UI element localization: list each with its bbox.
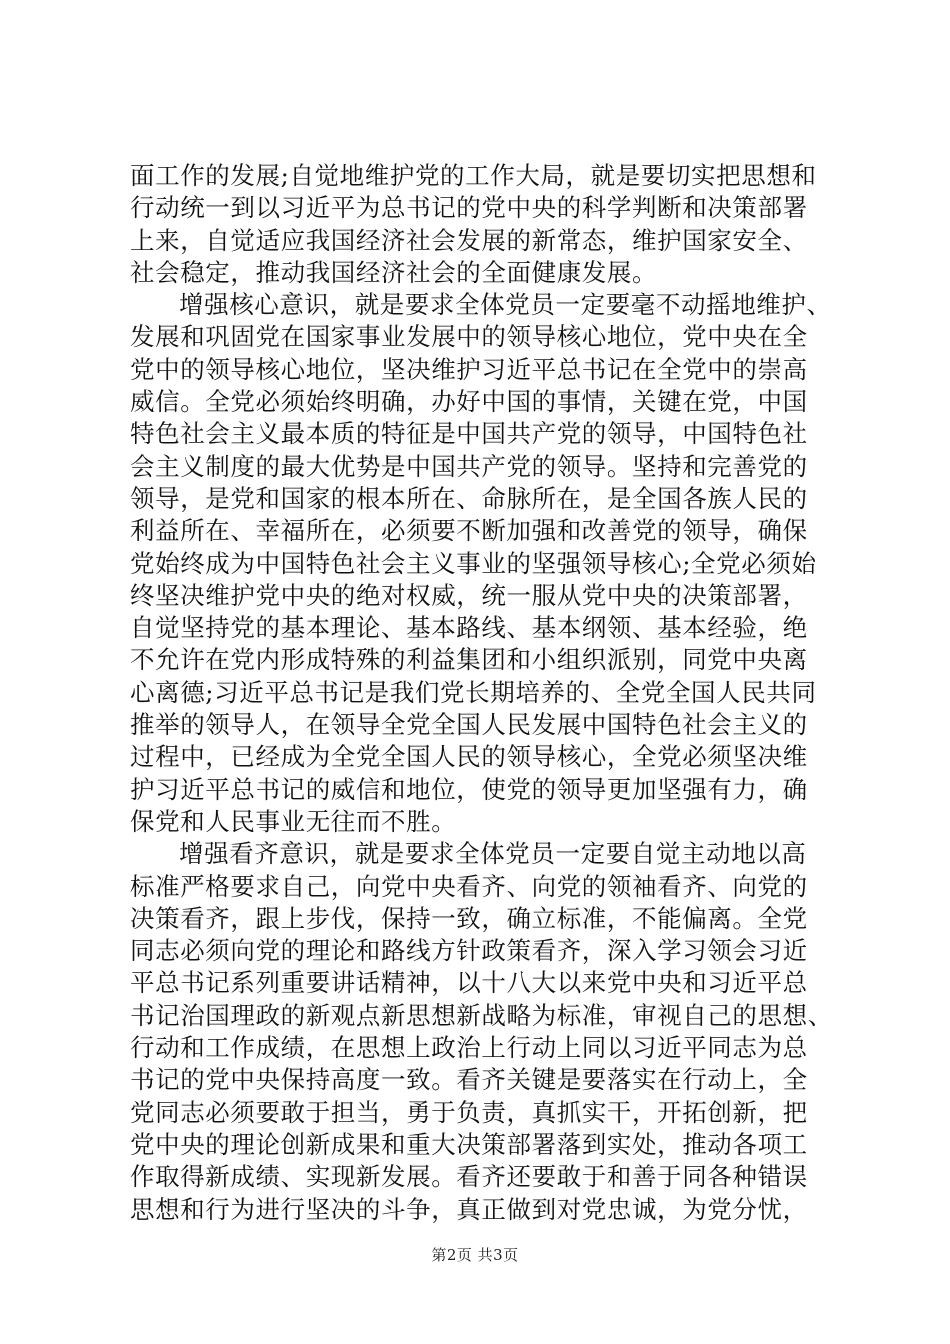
- text-line: 推举的领导人，在领导全党全国人民发展中国特色社会主义的: [130, 710, 808, 740]
- text-line: 面工作的发展;自觉地维护党的工作大局，就是要切实把思想和: [130, 161, 817, 190]
- text-line: 书记的党中央保持高度一致。看齐关键是要落实在行动上，全: [130, 1065, 808, 1095]
- paragraph-first-line: 增强看齐意识，就是要求全体党员一定要自觉主动地以高: [179, 839, 807, 869]
- text-line: 威信。全党必须始终明确，办好中国的事情，关键在党，中国: [130, 387, 808, 417]
- text-line: 不允许在党内形成特殊的利益集团和小组织派别，同党中央离: [130, 645, 808, 675]
- body-text: [130, 160, 833, 1226]
- text-line: 终坚决维护党中央的绝对权威，统一服从党中央的决策部署，: [130, 580, 808, 610]
- text-line: 过程中，已经成为全党全国人民的领导核心，全党必须坚决维: [130, 742, 808, 772]
- text-line: 行动统一到以习近平为总书记的党中央的科学判断和决策部署: [130, 193, 808, 223]
- text-line: 平总书记系列重要讲话精神，以十八大以来党中央和习近平总: [130, 968, 808, 998]
- text-line: 决策看齐，跟上步伐，保持一致，确立标准，不能偏离。全党: [130, 903, 808, 933]
- page-footer: 第2页 共3页: [431, 1246, 519, 1264]
- text-line: 思想和行为进行坚决的斗争，真正做到对党忠诚，为党分忧，: [130, 1194, 808, 1224]
- text-line: 党中央的理论创新成果和重大决策部署落到实处，推动各项工: [130, 1129, 808, 1159]
- text-line: 自觉坚持党的基本理论、基本路线、基本纲领、基本经验，绝: [130, 613, 808, 643]
- text-line: 同志必须向党的理论和路线方针政策看齐，深入学习领会习近: [130, 936, 808, 966]
- text-line: 利益所在、幸福所在，必须要不断加强和改善党的领导，确保: [130, 516, 808, 546]
- text-line: 领导，是党和国家的根本所在、命脉所在，是全国各族人民的: [130, 483, 808, 513]
- text-line: 党始终成为中国特色社会主义事业的坚强领导核心;全党必须始: [130, 548, 817, 578]
- text-line: 党中的领导核心地位，坚决维护习近平总书记在全党中的崇高: [130, 354, 808, 384]
- text-line: 发展和巩固党在国家事业发展中的领导核心地位，党中央在全: [130, 322, 808, 352]
- text-line: 保党和人民事业无往而不胜。: [130, 806, 457, 836]
- text-line: 标准严格要求自己，向党中央看齐、向党的领袖看齐、向党的: [130, 871, 808, 901]
- text-line: 会主义制度的最大优势是中国共产党的领导。坚持和完善党的: [130, 451, 808, 481]
- text-line: 书记治国理政的新观点新思想新战略为标准，审视自己的思想、: [130, 1000, 833, 1030]
- text-line: 社会稳定，推动我国经济社会的全面健康发展。: [130, 257, 658, 287]
- text-line: 作取得新成绩、实现新发展。看齐还要敢于和善于同各种错误: [130, 1162, 808, 1192]
- text-line: 护习近平总书记的威信和地位，使党的领导更加坚强有力，确: [130, 774, 808, 804]
- text-line: 特色社会主义最本质的特征是中国共产党的领导，中国特色社: [130, 419, 808, 449]
- text-line: 心离德;习近平总书记是我们党长期培养的、全党全国人民共同: [130, 677, 817, 707]
- text-line: 上来，自觉适应我国经济社会发展的新常态，维护国家安全、: [130, 225, 808, 255]
- text-line: 行动和工作成绩，在思想上政治上行动上同以习近平同志为总: [130, 1033, 808, 1063]
- text-line: 党同志必须要敢于担当，勇于负责，真抓实干，开拓创新，把: [130, 1097, 808, 1127]
- paragraph-first-line: 增强核心意识，就是要求全体党员一定要毫不动摇地维护、: [179, 290, 832, 320]
